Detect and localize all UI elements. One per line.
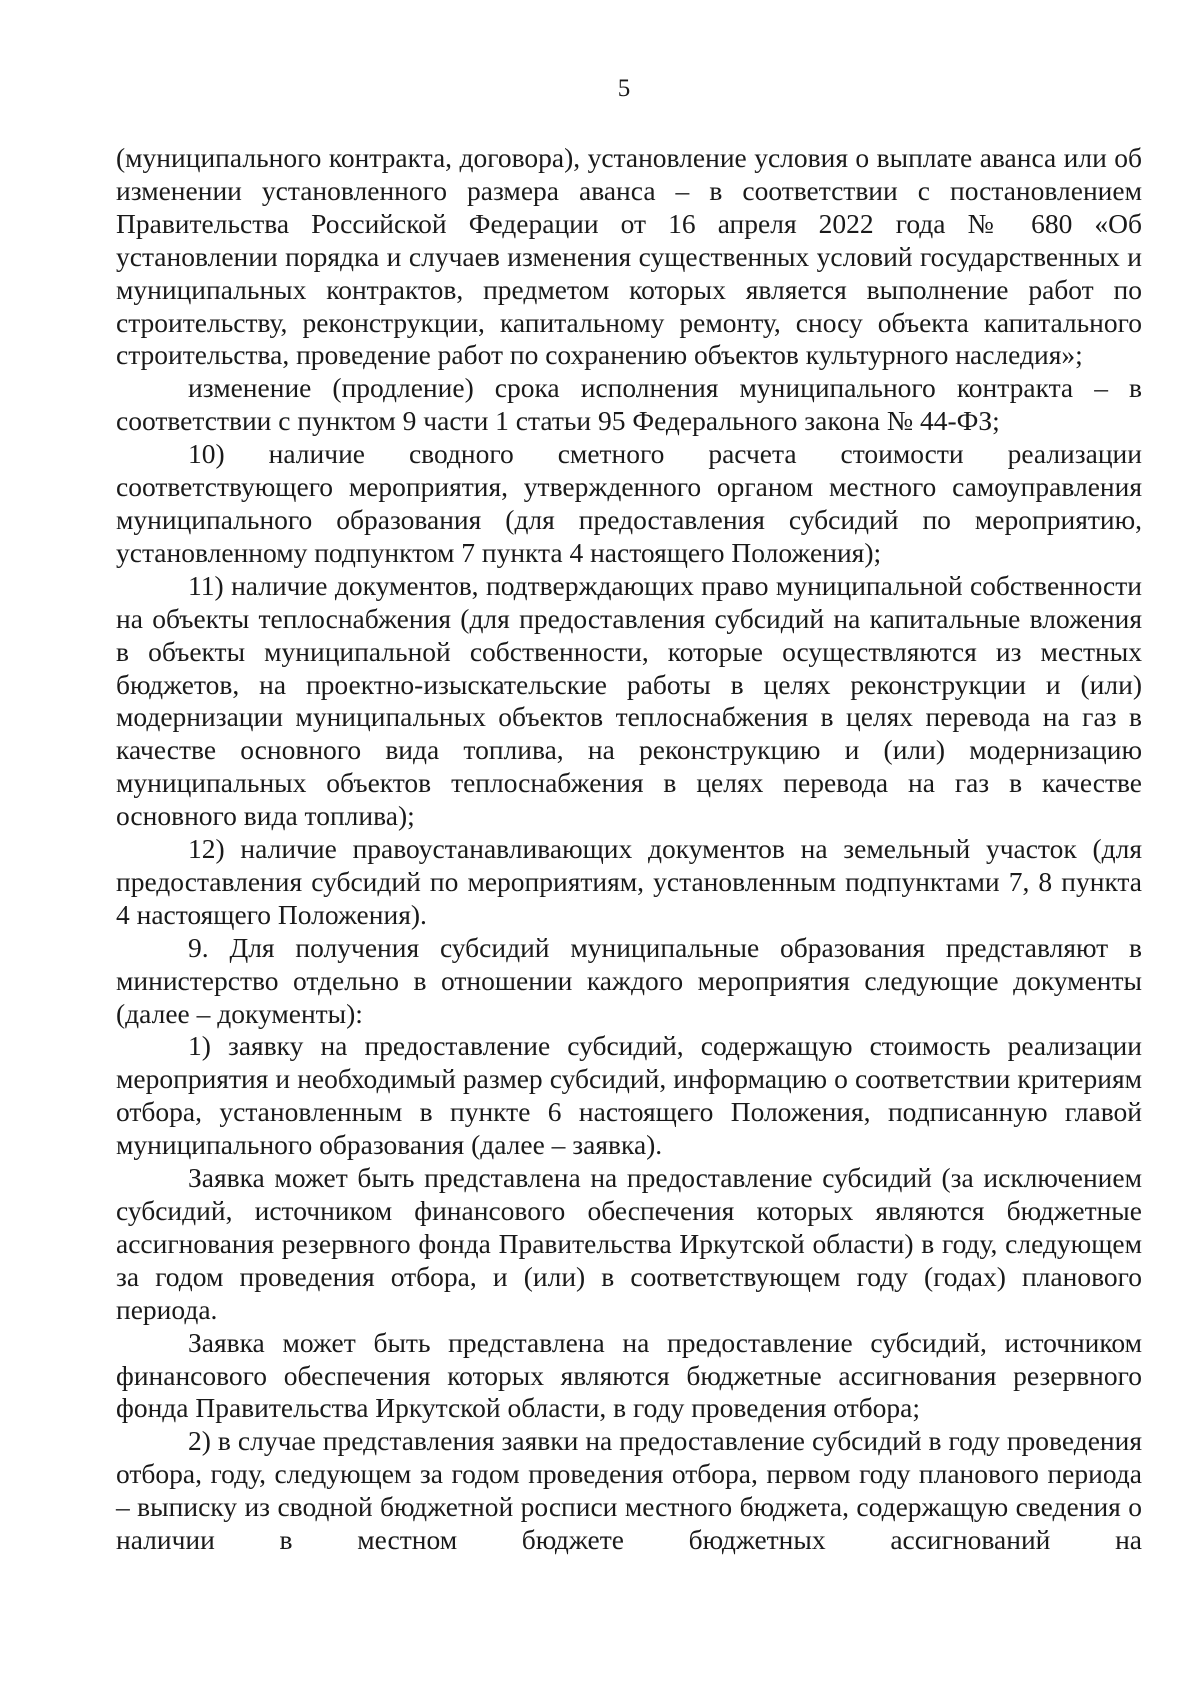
paragraph-application-reserve: Заявка может быть представлена на предоставление субсидий, источником финансового обеспечения которых являются бюджетные ассигнования резервного фонда Правительства Иркутской области, в году проведения отбора; (116, 1326, 1142, 1424)
paragraph-item-10: 10) наличие сводного сметного расчета стоимости реализации соответствующего мероприятия, утвержденного органом местного самоуправления муниципального образования (для предоставления субсидий по мероприятию, установленному подпунктом 7 пункта 4 настоящего Положения); (116, 438, 1142, 568)
paragraph-application-planned: Заявка может быть представлена на предоставление субсидий (за исключением субсидий, источником финансового обеспечения которых являются бюджетные ассигнования резервного фонда Правительства Иркутской области) в году, следующем за годом проведения отбора, и (или) в соответствующем году (годах) планового периода. (116, 1162, 1142, 1325)
paragraph-item-12: 12) наличие правоустанавливающих документов на земельный участок (для предоставления субсидий по мероприятиям, установленным подпунктами 7, 8 пункта 4 настоящего Положения). (116, 833, 1142, 930)
page-number: 5 (617, 75, 631, 102)
paragraph-item-11: 11) наличие документов, подтверждающих право муниципальной собственности на объекты теплоснабжения (для предоставления субсидий на капитальные вложения в объекты муниципальной собственности, которые осуществляются из местных бюджетов, на проектно-изыскательские работы в целях реконструкции и (или) модернизации муниципальных объектов теплоснабжения в целях перевода на газ в качестве основного вида топлива, на реконструкцию и (или) модернизацию муниципальных объектов теплоснабжения в целях перевода на газ в качестве основного вида топлива); (116, 569, 1142, 832)
paragraph-section-9: 9. Для получения субсидий муниципальные образования представляют в министерство отдельно в отношении каждого мероприятия следующие документы (далее – документы): (116, 931, 1142, 1029)
paragraph-subitem-1: 1) заявку на предоставление субсидий, содержащую стоимость реализации мероприятия и необходимый размер субсидий, информацию о соответствии критериям отбора, установленным в пункте 6 настоящего Положения, подписанную главой муниципального образования (далее – заявка). (116, 1030, 1142, 1161)
document-body (116, 142, 1142, 1557)
paragraph-contract-advance: (муниципального контракта, договора), установление условия о выплате аванса или об изменении установленного размера аванса – в соответствии с постановлением Правительства Российской Федерации от 16 апреля 2022 года № 680 «Об установлении порядка и случаев изменения существенных условий государственных и муниципальных контрактов, предметом которых является выполнение работ по строительству, реконструкции, капитальному ремонту, сносу объекта капитального строительства, проведение работ по сохранению объектов культурного наследия»; (116, 142, 1142, 371)
paragraph-contract-extension: изменение (продление) срока исполнения муниципального контракта – в соответствии с пунктом 9 части 1 статьи 95 Федерального закона № 44-ФЗ; (116, 372, 1142, 437)
paragraph-subitem-2: 2) в случае представления заявки на предоставление субсидий в году проведения отбора, году, следующем за годом проведения отбора, первом году планового периода – выписку из сводной бюджетной росписи местного бюджета, содержащую сведения о наличии в местном бюджете бюджетных ассигнований на (116, 1425, 1142, 1556)
